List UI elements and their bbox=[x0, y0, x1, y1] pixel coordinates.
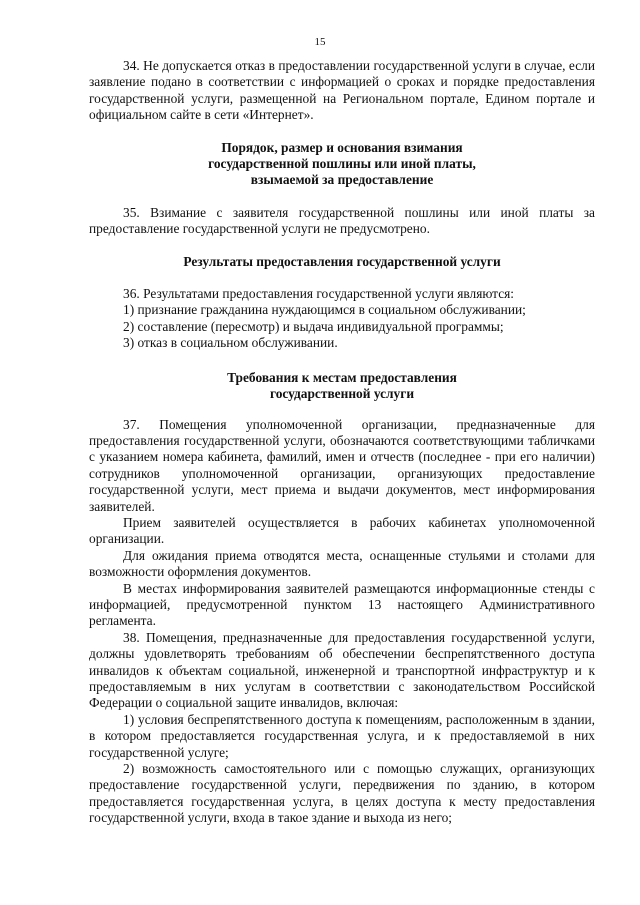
paragraph-38-item-2: 2) возможность самостоятельного или с помощью служащих, организующих предоставление государственной услуги, передвижения по зданию, в котором предоставляется государственная услуга, в целях доступа к месту предоставления государственной услуги, входа в такое здание и выхода из него; bbox=[89, 761, 595, 826]
paragraph-38: 38. Помещения, предназначенные для предоставления государственной услуги, должны удовлетворять требованиям об обеспечении беспрепятственного доступа инвалидов к объектам социальной, инженерной и транспортной инфраструктур и к предоставляемым в них услугам в соответствии с законодательством Российской Федерации о социальной защите инвалидов, включая: bbox=[89, 629, 595, 711]
results-list bbox=[89, 302, 595, 351]
heading-places-line: Требования к местам предоставления bbox=[227, 369, 457, 385]
paragraph-37-info: В местах информирования заявителей размещаются информационные стенды с информацией, предусмотренной пунктом 13 настоящего Административного регламента. bbox=[89, 580, 595, 629]
heading-places-line: государственной услуги bbox=[269, 386, 415, 402]
paragraph-37: 37. Помещения уполномоченной организации, предназначенные для предоставления государственной услуги, обозначаются соответствующими табличками с указанием номера кабинета, фамилий, имен и отчеств (последнее - при его наличии) сотрудников уполномоченной организации, организующих предоставление государственной услуги, мест приема и выдачи документов, мест информирования заявителей. bbox=[89, 416, 595, 514]
paragraph-37-reception: Прием заявителей осуществляется в рабочих кабинетах уполномоченной организации. bbox=[89, 514, 595, 547]
heading-fee-line: Порядок, размер и основания взимания bbox=[221, 139, 463, 155]
page-number: 15 bbox=[314, 36, 326, 48]
list-item: 3) отказ в социальном обслуживании. bbox=[123, 335, 338, 351]
heading-fee-line: взымаемой за предоставление bbox=[250, 172, 434, 188]
heading-fee-line: государственной пошлины или иной платы, bbox=[208, 156, 476, 172]
paragraph-34: 34. Не допускается отказ в предоставлении государственной услуги в случае, если заявление подано в соответствии с информацией о сроках и порядке предоставления государственной услуги, размещенной на Региональном портале, Едином портале и официальном сайте в сети «Интернет». bbox=[89, 58, 595, 123]
paragraph-38-item-1: 1) условия беспрепятственного доступа к помещениям, расположенным в здании, в котором предоставляется государственная услуга, и к предоставляемой в них государственной услуге; bbox=[89, 711, 595, 760]
list-item: 2) составление (пересмотр) и выдача индивидуальной программы; bbox=[123, 318, 504, 334]
heading-results: Результаты предоставления государственной услуги bbox=[183, 253, 501, 269]
heading-fee bbox=[89, 140, 595, 189]
paragraph-37-waiting: Для ожидания приема отводятся места, оснащенные стульями и столами для возможности оформления документов. bbox=[89, 547, 595, 580]
page-body bbox=[89, 58, 595, 827]
list-item: 1) признание гражданина нуждающимся в социальном обслуживании; bbox=[123, 302, 526, 318]
paragraph-36: 36. Результатами предоставления государственной услуги являются: bbox=[123, 286, 515, 302]
paragraph-35: 35. Взимание с заявителя государственной пошлины или иной платы за предоставление государственной услуги не предусмотрено. bbox=[89, 204, 595, 237]
heading-places bbox=[89, 370, 595, 403]
